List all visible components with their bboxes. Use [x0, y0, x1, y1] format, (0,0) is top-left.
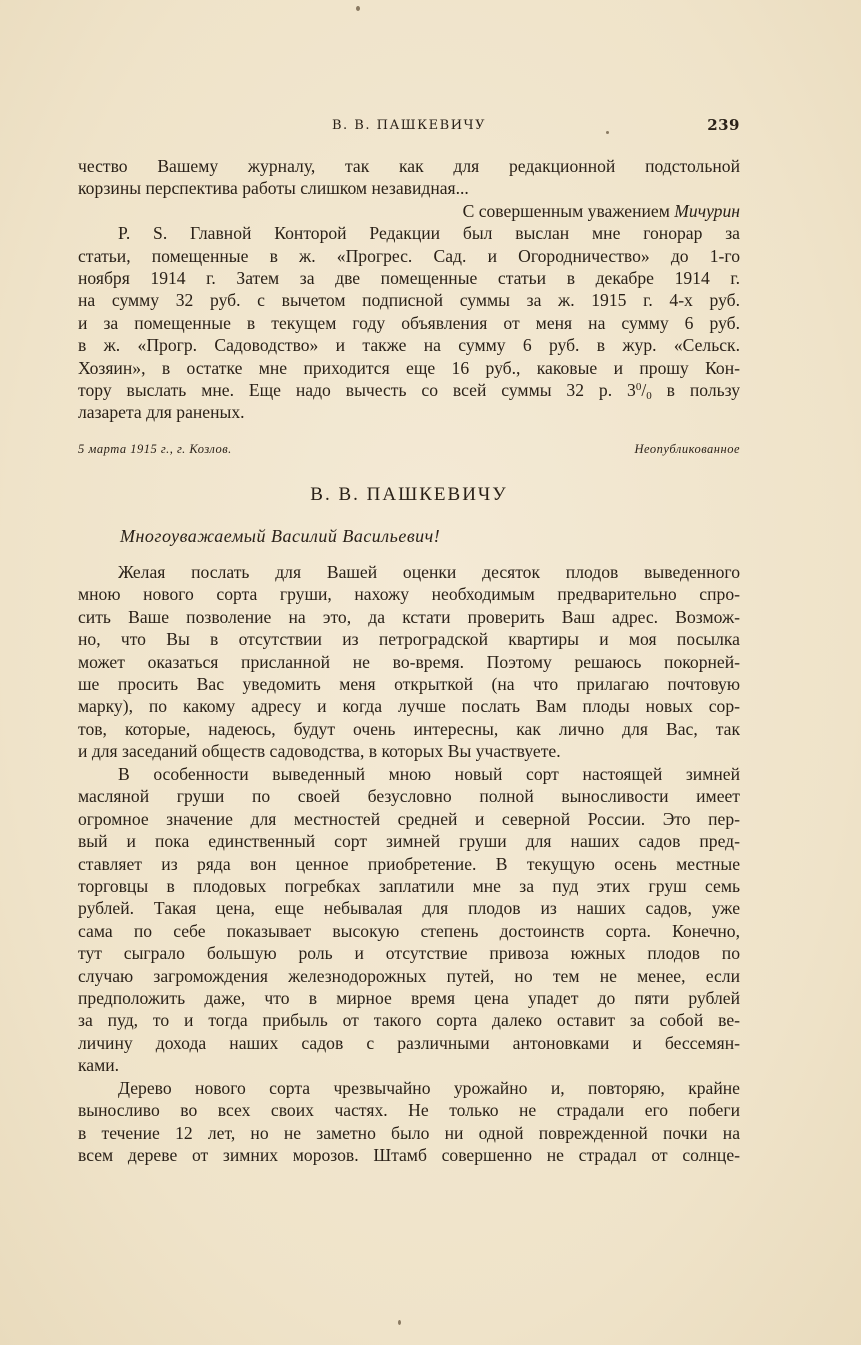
page-speck — [356, 6, 360, 11]
postscript-line: Хозяин», в остатке мне приходится еще 16 руб., каковые и прошу Кон- — [78, 357, 740, 378]
signature: Мичурин — [674, 200, 740, 221]
page-speck — [398, 1320, 401, 1325]
text-line: за пуд, то и тогда прибыль от такого сорта далеко оставит за собой ве- — [78, 1010, 740, 1031]
postscript-text-tail: в пользу — [651, 379, 740, 400]
text-line: корзины перспектива работы слишком незавидная... — [78, 178, 469, 199]
text-line: мною нового сорта груши, нахожу необходимым предварительно спро- — [78, 584, 740, 605]
text-line: ставляет из ряда вон ценное приобретение. В текущую осень местные — [78, 853, 740, 874]
text-line: сама по себе показывает высокую степень достоинств сорта. Конечно, — [78, 920, 740, 941]
postscript-line: и за помещенные в текущем году объявления от меня на сумму 6 руб. — [78, 312, 740, 333]
text-line: торговцы в плодовых погребках заплатили мне за пуд этих груш семь — [78, 875, 740, 896]
text-line: ками. — [78, 1055, 120, 1076]
publication-status: Неопубликованное — [634, 442, 740, 456]
text-line: Дерево нового сорта чрезвычайно урожайно и, повторяю, крайне — [118, 1078, 740, 1098]
letter-date: 5 марта 1915 г., г. Козлов. — [78, 442, 232, 456]
letter-dateline — [78, 442, 740, 460]
postscript-line: на сумму 32 руб. с вычетом подписной суммы за ж. 1915 г. 4-х руб. — [78, 290, 740, 311]
text-line: но, что Вы в отсутствии из петроградской квартиры и моя посылка — [78, 629, 740, 650]
page-number: 239 — [707, 116, 740, 134]
percent-sub: 0 — [646, 389, 652, 402]
text-line: огромное значение для местностей средней и северной России. Это пер- — [78, 808, 740, 829]
letter-title: В. В. ПАШКЕВИЧУ — [310, 484, 508, 505]
postscript-line: лазарета для раненых. — [78, 402, 245, 423]
previous-letter-ending — [78, 155, 740, 424]
text-line: в течение 12 лет, но не заметно было ни одной поврежденной почки на — [78, 1122, 740, 1143]
postscript-line: тору выслать мне. Еще надо вычесть со всей суммы 32 р. $3^0/_0$ в пользу — [78, 379, 740, 402]
text-line: марку), по какому адресу и когда лучше послать Вам плоды новых сор- — [78, 696, 740, 717]
text-line: тов, которые, надеюсь, будут очень интересны, как лично для Вас, так — [78, 718, 740, 739]
closing-formula: С совершенным уважением — [462, 200, 670, 221]
text-line: случаю загромождения железнодорожных путей, но тем не менее, если — [78, 965, 740, 986]
text-line: чество Вашему журналу, так как для редакционной подстольной — [78, 156, 740, 176]
text-line: личину дохода наших садов с различными антоновками и бессемян- — [78, 1032, 740, 1053]
paragraph-1 — [78, 561, 740, 763]
postscript-text: тору выслать мне. Еще надо вычесть со всей суммы 32 р. 3 — [78, 379, 636, 400]
text-line: В особенности выведенный мною новый сорт настоящей зимней — [118, 764, 740, 784]
running-head — [78, 116, 740, 136]
text-line: всем дереве от зимних морозов. Штамб совершенно не страдал от солнце- — [78, 1145, 740, 1166]
text-line: тут сыграло большую роль и отсутствие привоза южных плодов по — [78, 943, 740, 964]
postscript-line: P. S. Главной Конторой Редакции был выслан мне гонорар за — [118, 223, 740, 244]
text-line: предположить даже, что в мирное время цена упадет до пяти рублей — [78, 987, 740, 1008]
text-line: рублей. Такая цена, еще небывалая для плодов из наших садов, уже — [78, 898, 740, 919]
text-line: и для заседаний обществ садоводства, в которых Вы участвуете. — [78, 741, 561, 762]
text-line: Желая послать для Вашей оценки десяток плодов выведенного — [118, 562, 740, 582]
postscript-line: статьи, помещенные в ж. «Прогрес. Сад. и Огородничество» до 1-го — [78, 245, 740, 266]
postscript-line: в ж. «Прогр. Садоводство» и также на сумму 6 руб. в жур. «Сельск. — [78, 335, 740, 356]
text-line: ше просить Вас уведомить меня открыткой (на что прилагаю почтовую — [78, 673, 740, 694]
text-line: может оказаться присланной не во-время. Поэтому решаюсь покорней- — [78, 651, 740, 672]
paragraph-3 — [78, 1077, 740, 1167]
text-line: масляной груши по своей безусловно полной выносливости имеет — [78, 786, 740, 807]
percent-sup: 0 — [635, 380, 642, 393]
running-head-title: В. В. ПАШКЕВИЧУ — [331, 118, 487, 133]
paragraph-2 — [78, 763, 740, 1076]
text-line: выносливо во всех своих частях. Не только не страдали его побеги — [78, 1100, 740, 1121]
text-line: сить Ваше позволение на это, да кстати проверить Ваш адрес. Возмож- — [78, 606, 740, 627]
salutation: Многоуважаемый Василий Васильевич! — [120, 526, 441, 546]
text-line: вый и пока единственный сорт зимней груши для наших садов пред- — [78, 831, 740, 852]
closing-line — [78, 200, 740, 222]
postscript-line: ноября 1914 г. Затем за две помещенные статьи в декабре 1914 г. — [78, 267, 740, 288]
